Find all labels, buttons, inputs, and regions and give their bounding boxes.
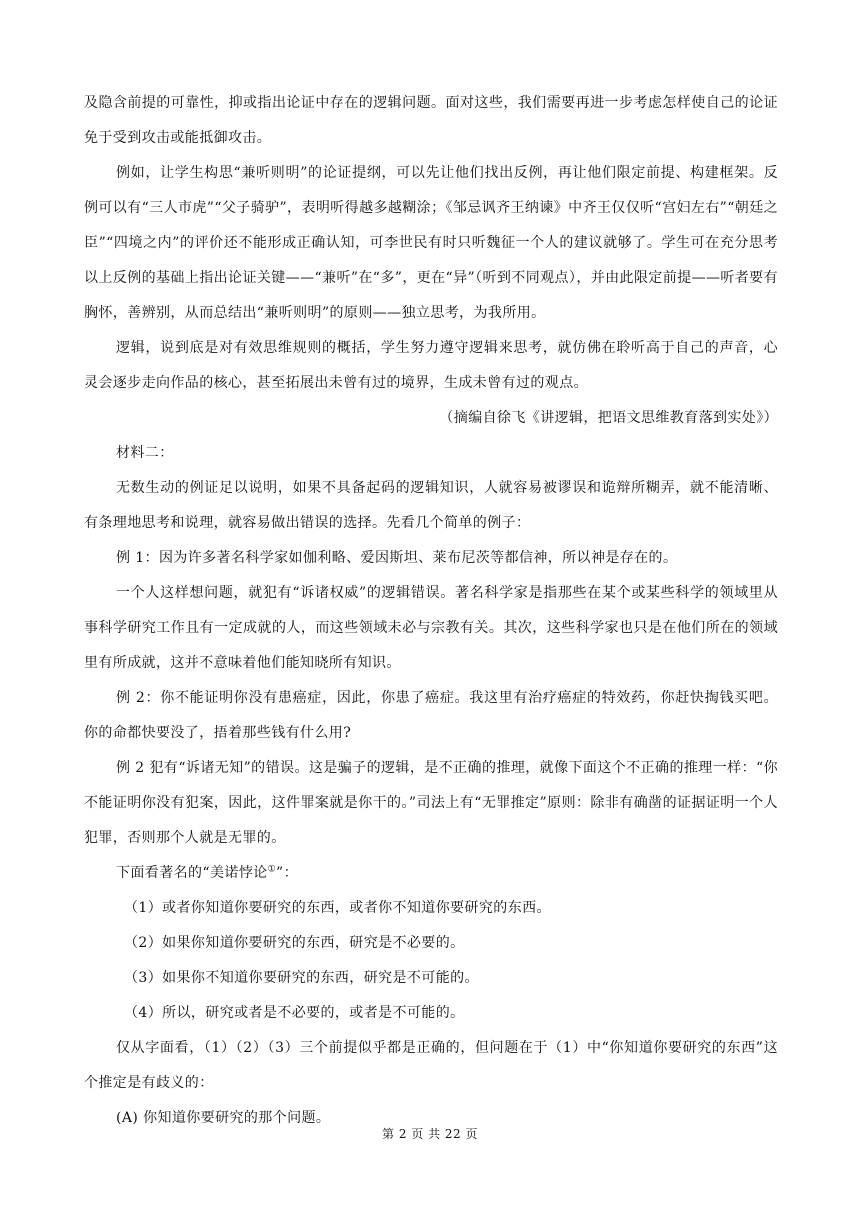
paragraph-example-listening: 例如，让学生构思“兼听则明”的论证提纲，可以先让他们找出反例，再让他们限定前提、构建框架。反例可以有“三人市虎”“父子骑驴”，表明听得越多越糊涂；《邹忌讽齐王纳谏》中齐王仅仅听“宫妇左右”“朝廷之臣”“四境之内”的评价还不能形成正确认知，可李世民有时只听魏征一个人的建议就够了。学生可在充分思考以上反例的基础上指出论证关键——“兼听”在“多”，更在“异”（听到不同观点），并由此限定前提——听者要有胸怀，善辨别，从而总结出“兼听则明”的原则——独立思考，为我所用。 (84, 165, 778, 321)
premise-1: （1）或者你知道你要研究的东西，或者你不知道你要研究的东西。 (124, 900, 551, 916)
paragraph-ambiguity: 仅从字面看，（1）（2）（3）三个前提似乎都是正确的，但问题在于（1）中“你知道你要研究的东西”这个推定是有歧义的： (84, 1040, 778, 1091)
paragraph-logic-summary: 逻辑，说到底是对有效思维规则的概括，学生努力遵守逻辑来思考，就仿佛在聆听高于自己的声音，心灵会逐步走向作品的核心，甚至拓展出未曾有过的境界，生成未曾有过的观点。 (84, 340, 778, 391)
interpretation-a: (A) 你知道你要研究的那个问题。 (116, 1110, 331, 1126)
page-content (84, 86, 778, 1136)
example-2: 例 2：你不能证明你没有患癌症，因此，你患了癌症。我这里有治疗癌症的特效药，你赶快掏钱买吧。你的命都快要没了，捂着那些钱有什么用? (84, 690, 778, 741)
premise-2: （2）如果你知道你要研究的东西，研究是不必要的。 (124, 935, 465, 951)
meno-paradox-intro (84, 856, 778, 891)
premise-3: （3）如果你不知道你要研究的东西，研究是不可能的。 (124, 970, 479, 986)
paragraph-logic-knowledge: 无数生动的例证足以说明，如果不具备起码的逻辑知识，人就容易被谬误和诡辩所糊弄，就不能清晰、有条理地思考和说理，就容易做出错误的选择。先看几个简单的例子： (84, 480, 778, 531)
meno-paradox-intro-tail: ”： (276, 865, 298, 881)
source-citation: （摘编自徐飞《讲逻辑，把语文思维教育落到实处》） (439, 410, 778, 426)
paragraph-appeal-to-authority: 一个人这样想问题，就犯有“诉诸权威”的逻辑错误。著名科学家是指那些在某个或某些科学的领域里从事科学研究工作且有一定成就的人，而这些领域未必与宗教有关。其次，这些科学家也只是在他们所在的领域里有所成就，这并不意味着他们能知晓所有知识。 (84, 585, 778, 671)
footnote-mark: ① (267, 864, 277, 875)
paragraph-argument-defense: 及隐含前提的可靠性，抑或指出论证中存在的逻辑问题。面对这些，我们需要再进一步考虑怎样使自己的论证免于受到攻击或能抵御攻击。 (84, 95, 778, 146)
page-footer: 第 2 页 共 22 页 (382, 1127, 478, 1141)
material-two-heading: 材料二： (116, 445, 174, 461)
example-1: 例 1：因为许多著名科学家如伽利略、爱因斯坦、莱布尼茨等都信神，所以神是存在的。 (116, 550, 678, 566)
paragraph-appeal-to-ignorance: 例 2 犯有“诉诸无知”的错误。这是骗子的逻辑，是不正确的推理，就像下面这个不正确的推理一样：“你不能证明你没有犯案，因此，这件罪案就是你干的。”司法上有“无罪推定”原则：除非有确凿的证据证明一个人犯罪，否则那个人就是无罪的。 (84, 760, 778, 846)
meno-paradox-intro-text: 下面看著名的“美诺悖论 (116, 865, 268, 881)
conclusion-4: （4）所以，研究或者是不必要的，或者是不可能的。 (124, 1005, 465, 1021)
